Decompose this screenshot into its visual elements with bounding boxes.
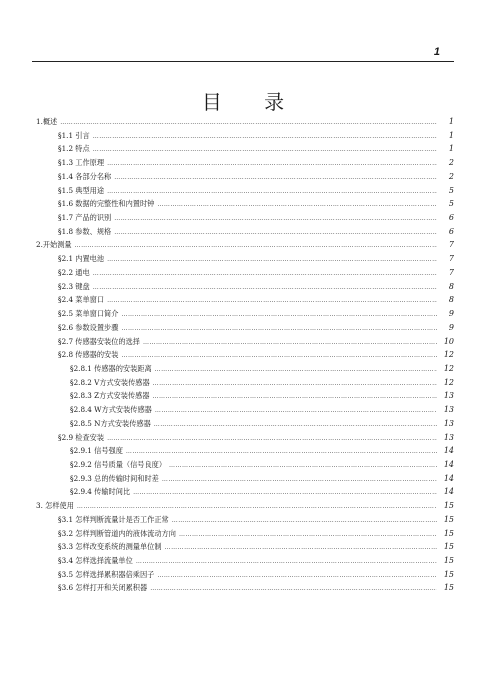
toc-leader-dots: [114, 226, 437, 240]
toc-entry[interactable]: [36, 540, 454, 554]
toc-entry-page: 13: [443, 391, 454, 401]
toc-leader-dots: [157, 569, 437, 583]
toc-entry-page: 15: [443, 542, 454, 552]
toc-leader-dots: [126, 445, 437, 459]
toc-leader-dots: [169, 459, 437, 473]
toc-entry-label: §3.2 怎样判断管道内的液体流动方向: [58, 528, 176, 538]
toc-entry[interactable]: [36, 389, 454, 403]
toc-entry[interactable]: [36, 403, 454, 417]
toc-entry-label: §2.9.3 总的传输时间和时差: [70, 473, 159, 483]
toc-entry-label: §2.1 内置电池: [58, 254, 105, 264]
toc-entry-page: 1: [448, 130, 454, 140]
toc-entry-label: §2.8 传感器的安装: [58, 350, 119, 360]
toc-entry[interactable]: [36, 197, 454, 211]
toc-entry-label: §1.7 产品的识别: [58, 213, 112, 223]
toc-entry-page: 15: [443, 583, 454, 593]
toc-leader-dots: [121, 308, 437, 322]
toc-entry[interactable]: [36, 348, 454, 362]
toc-entry-label: §1.5 典型用途: [58, 185, 105, 195]
toc-leader-dots: [114, 212, 437, 226]
toc-entry-label: §2.8.2 V方式安装传感器: [70, 377, 150, 387]
toc-entry[interactable]: [36, 499, 454, 513]
toc-entry[interactable]: [36, 266, 454, 280]
toc-leader-dots: [121, 349, 437, 363]
page-title: 目 录: [201, 90, 303, 114]
toc-entry[interactable]: [36, 431, 454, 445]
toc-entry-page: 15: [443, 514, 454, 524]
toc-entry-label: §3.3 怎样改变系统的测量单位制: [58, 542, 162, 552]
toc-entry[interactable]: [36, 238, 454, 252]
toc-entry[interactable]: [36, 444, 454, 458]
toc-entry[interactable]: [36, 554, 454, 568]
toc-entry-page: 12: [443, 350, 454, 360]
toc-entry[interactable]: [36, 252, 454, 266]
toc-entry[interactable]: [36, 170, 454, 184]
toc-entry-label: §2.9.1 信号强度: [70, 446, 123, 456]
toc-leader-dots: [107, 185, 437, 199]
toc-entry-page: 6: [448, 226, 454, 236]
toc-entry[interactable]: [36, 156, 454, 170]
toc-entry[interactable]: [36, 115, 454, 129]
toc-entry-page: 15: [443, 569, 454, 579]
toc-leader-dots: [155, 363, 437, 377]
toc-leader-dots: [93, 281, 437, 295]
toc-leader-dots: [107, 253, 437, 267]
toc-entry[interactable]: [36, 142, 454, 156]
toc-entry-page: 13: [443, 432, 454, 442]
toc-entry[interactable]: [36, 321, 454, 335]
toc-entry-label: §1.1 引言: [58, 130, 90, 140]
toc-entry[interactable]: [36, 293, 454, 307]
toc-entry[interactable]: [36, 280, 454, 294]
toc-leader-dots: [107, 432, 437, 446]
toc-entry-page: 15: [443, 556, 454, 565]
toc-leader-dots: [150, 582, 437, 596]
toc-entry-page: 13: [443, 405, 454, 415]
toc-leader-dots: [154, 418, 437, 432]
toc-entry-page: 12: [443, 377, 454, 387]
table-of-contents: [36, 115, 454, 595]
toc-entry[interactable]: [36, 211, 454, 225]
toc-entry-label: §2.4 菜单窗口: [58, 295, 105, 305]
toc-entry[interactable]: [36, 458, 454, 472]
toc-leader-dots: [152, 390, 437, 404]
toc-leader-dots: [155, 404, 437, 418]
toc-entry-page: 6: [448, 213, 454, 223]
toc-entry-label: §2.8.1 传感器的安装距离: [70, 363, 152, 373]
toc-leader-dots: [165, 541, 437, 555]
toc-leader-dots: [136, 555, 437, 569]
toc-entry-label: §2.5 菜单窗口简介: [58, 309, 119, 319]
toc-entry-page: 7: [448, 254, 454, 264]
toc-entry-label: §2.9.2 信号质量（信号良度）: [70, 459, 167, 469]
toc-leader-dots: [93, 130, 437, 144]
header-divider: [32, 61, 454, 62]
toc-entry-label: §1.3 工作原理: [58, 158, 105, 168]
toc-entry-label: §1.4 各部分名称: [58, 171, 112, 181]
toc-entry[interactable]: [36, 472, 454, 486]
toc-entry-page: 10: [443, 336, 454, 346]
toc-leader-dots: [77, 500, 437, 514]
toc-entry-label: §2.8.3 Z方式安装传感器: [70, 391, 150, 401]
toc-entry-label: §2.3 键盘: [58, 281, 90, 291]
toc-entry-page: 1: [448, 117, 454, 126]
toc-leader-dots: [107, 157, 437, 171]
toc-entry[interactable]: [36, 417, 454, 431]
toc-entry[interactable]: [36, 485, 454, 499]
toc-leader-dots: [179, 528, 437, 542]
toc-leader-dots: [93, 267, 437, 281]
toc-entry[interactable]: [36, 225, 454, 239]
toc-entry-label: §1.2 特点: [58, 144, 90, 154]
toc-entry-label: §1.8 参数、规格: [58, 226, 112, 236]
toc-entry[interactable]: [36, 527, 454, 541]
toc-entry-label: 3. 怎样使用: [36, 501, 74, 511]
toc-leader-dots: [107, 294, 437, 308]
toc-entry-label: §2.9.4 传输时间比: [70, 487, 131, 497]
toc-entry-label: §2.8.4 W方式安装传感器: [70, 405, 152, 415]
toc-entry-label: §2.9 检查安装: [58, 432, 105, 442]
toc-entry[interactable]: [36, 184, 454, 198]
toc-entry-page: 8: [448, 295, 454, 305]
toc-entry[interactable]: [36, 307, 454, 321]
toc-entry-page: 2: [448, 158, 454, 168]
toc-entry-page: 14: [443, 446, 454, 456]
toc-entry-label: §3.1 怎样判断流量计是否工作正常: [58, 514, 169, 524]
toc-entry-page: 8: [448, 281, 454, 291]
toc-leader-dots: [162, 473, 437, 487]
toc-entry[interactable]: [36, 581, 454, 595]
toc-entry-label: §1.6 数据的完整性和内置时钟: [58, 199, 155, 209]
toc-leader-dots: [121, 322, 437, 336]
toc-entry[interactable]: [36, 362, 454, 376]
toc-entry[interactable]: [36, 568, 454, 582]
toc-entry-page: 12: [443, 363, 454, 373]
toc-entry-label: §2.2 通电: [58, 267, 90, 277]
toc-entry-page: 7: [448, 240, 454, 250]
header-page-number: 1: [433, 46, 440, 58]
toc-entry-label: 1.概述: [36, 117, 58, 126]
toc-entry[interactable]: [36, 129, 454, 143]
toc-entry[interactable]: [36, 335, 454, 349]
toc-entry-page: 5: [448, 199, 454, 209]
toc-leader-dots: [114, 171, 437, 185]
toc-entry-label: §3.4 怎样选择流量单位: [58, 556, 133, 565]
toc-entry-page: 1: [448, 144, 454, 154]
toc-entry[interactable]: [36, 513, 454, 527]
toc-entry-page: 9: [448, 322, 454, 332]
toc-entry-label: §3.6 怎样打开和关闭累积器: [58, 583, 148, 593]
toc-entry-page: 7: [448, 267, 454, 277]
toc-entry-page: 13: [443, 418, 454, 428]
toc-leader-dots: [143, 336, 437, 350]
toc-entry-page: 9: [448, 309, 454, 319]
toc-entry-label: §2.8.5 N方式安装传感器: [70, 418, 151, 428]
toc-leader-dots: [172, 514, 437, 528]
toc-leader-dots: [153, 377, 437, 391]
toc-entry-label: §3.5 怎样选择累积器倍乘因子: [58, 569, 155, 579]
toc-entry-label: 2.开始测量: [36, 240, 72, 250]
toc-entry-page: 5: [448, 185, 454, 195]
toc-leader-dots: [75, 239, 437, 253]
toc-leader-dots: [157, 198, 437, 212]
toc-entry-page: 14: [443, 459, 454, 469]
toc-entry-page: 14: [443, 473, 454, 483]
toc-entry-page: 2: [448, 171, 454, 181]
toc-entry[interactable]: [36, 376, 454, 390]
toc-leader-dots: [133, 486, 437, 500]
toc-entry-page: 14: [443, 487, 454, 497]
toc-entry-page: 15: [443, 501, 454, 511]
toc-entry-label: §2.6 参数设置步骤: [58, 322, 119, 332]
toc-leader-dots: [60, 116, 437, 130]
toc-entry-page: 15: [443, 528, 454, 538]
toc-leader-dots: [93, 143, 437, 157]
toc-entry-label: §2.7 传感器安装位的选择: [58, 336, 140, 346]
